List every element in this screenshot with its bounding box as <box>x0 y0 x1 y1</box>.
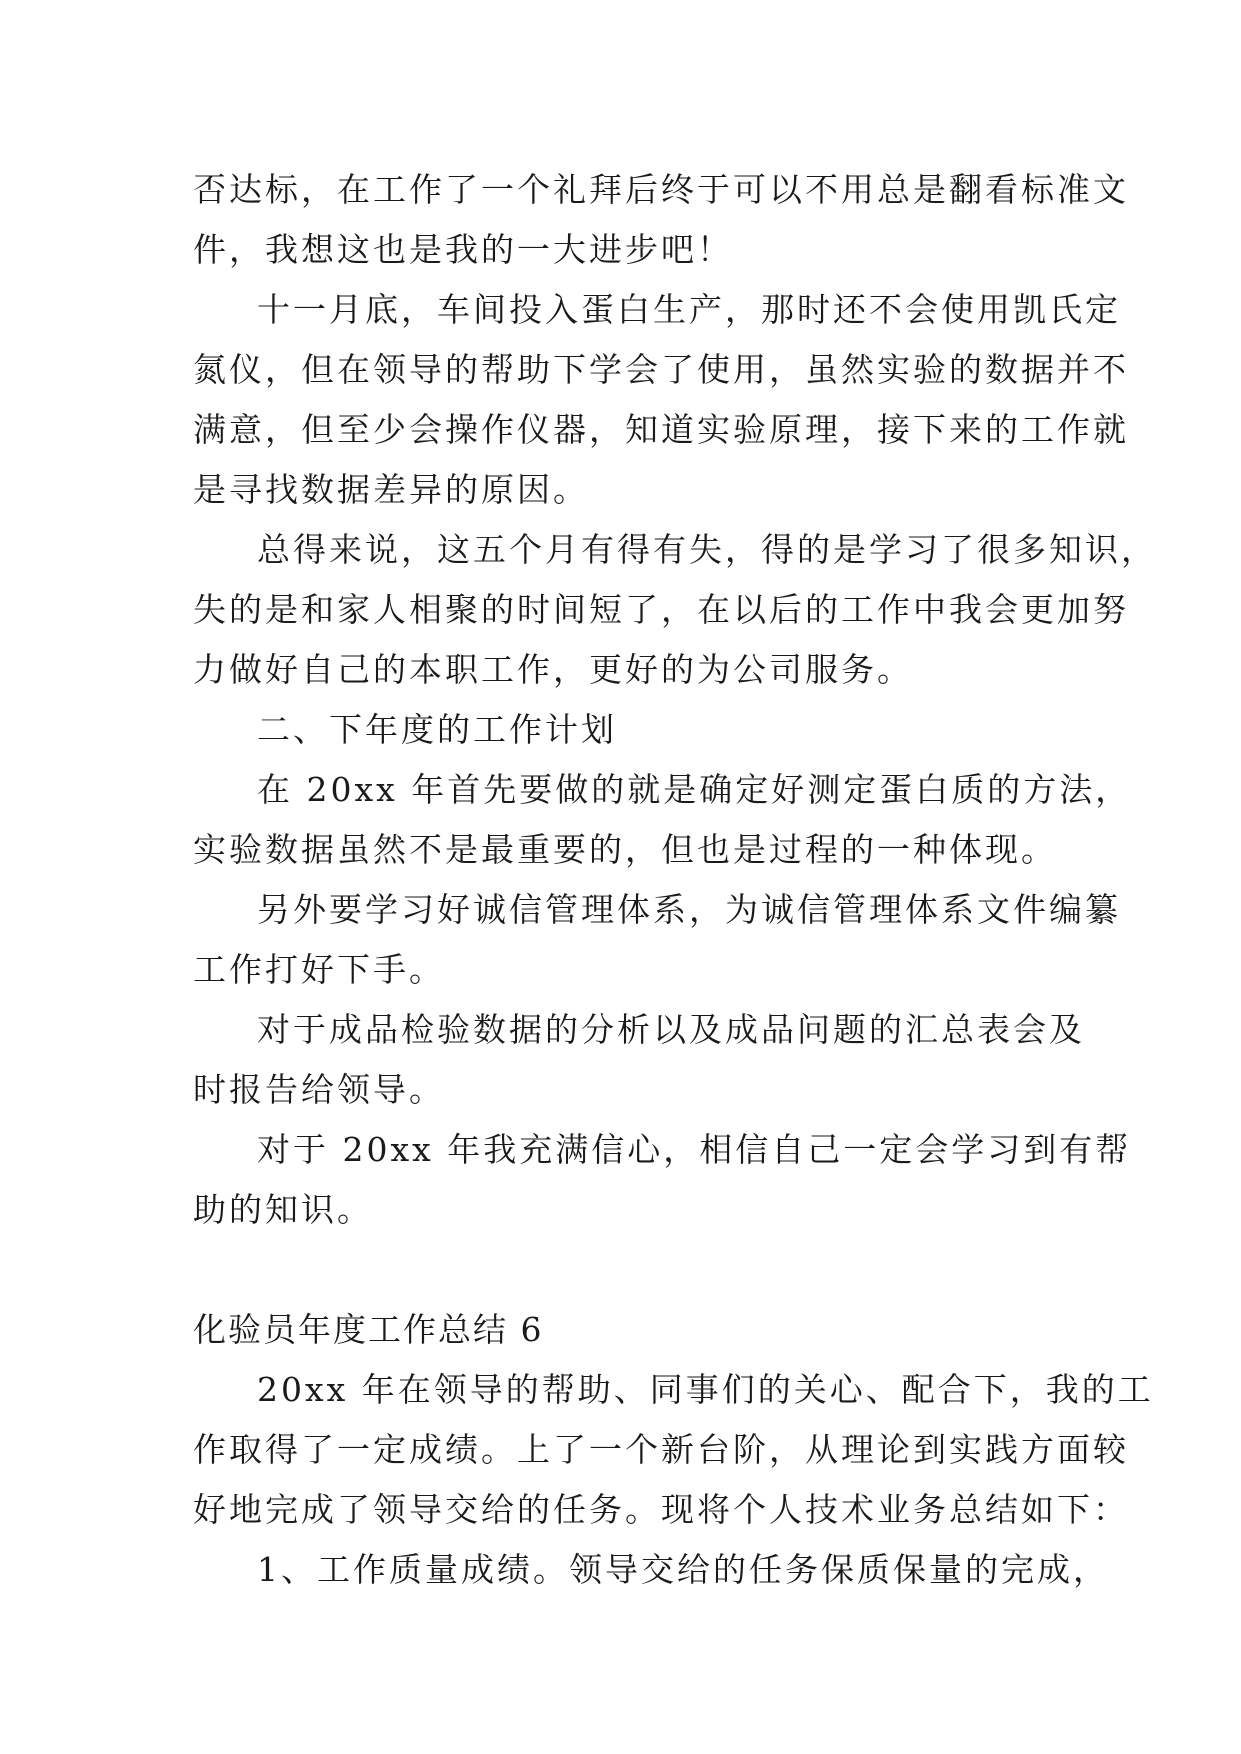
paragraph-line: 时报告给领导。 <box>193 1070 445 1109</box>
paragraph-line: 氮仪，但在领导的帮助下学会了使用，虽然实验的数据并不 <box>193 350 1129 389</box>
paragraph-line: 对于 20xx 年我充满信心，相信自己一定会学习到有帮 <box>257 1130 1132 1169</box>
paragraph-line: 1、工作质量成绩。领导交给的任务保质保量的完成， <box>257 1550 1109 1589</box>
paragraph-line: 在 20xx 年首先要做的就是确定好测定蛋白质的方法， <box>257 770 1132 809</box>
paragraph-line: 力做好自己的本职工作，更好的为公司服务。 <box>193 650 913 689</box>
paragraph-line: 另外要学习好诚信管理体系，为诚信管理体系文件编纂 <box>257 890 1121 929</box>
paragraph-line: 工作打好下手。 <box>193 950 445 989</box>
section-title: 化验员年度工作总结 6 <box>193 1310 544 1349</box>
subheading: 二、下年度的工作计划 <box>257 710 617 749</box>
paragraph-line: 作取得了一定成绩。上了一个新台阶，从理论到实践方面较 <box>193 1430 1129 1469</box>
paragraph-line: 好地完成了领导交给的任务。现将个人技术业务总结如下： <box>193 1490 1129 1529</box>
paragraph-line: 实验数据虽然不是最重要的，但也是过程的一种体现。 <box>193 830 1057 869</box>
paragraph-line: 对于成品检验数据的分析以及成品问题的汇总表会及 <box>257 1010 1085 1049</box>
paragraph-line: 满意，但至少会操作仪器，知道实验原理，接下来的工作就 <box>193 410 1129 449</box>
paragraph-line: 件，我想这也是我的一大进步吧！ <box>193 230 733 269</box>
paragraph-line: 助的知识。 <box>193 1190 373 1229</box>
section-spacer <box>193 1240 1053 1300</box>
document-page <box>193 160 1157 1600</box>
paragraph-line: 20xx 年在领导的帮助、同事们的关心、配合下，我的工 <box>257 1370 1154 1409</box>
paragraph-line: 十一月底，车间投入蛋白生产，那时还不会使用凯氏定 <box>257 290 1121 329</box>
paragraph-line: 否达标，在工作了一个礼拜后终于可以不用总是翻看标准文 <box>193 170 1129 209</box>
paragraph-line: 是寻找数据差异的原因。 <box>193 470 589 509</box>
paragraph-line: 总得来说，这五个月有得有失，得的是学习了很多知识， <box>257 530 1157 569</box>
paragraph-line: 失的是和家人相聚的时间短了，在以后的工作中我会更加努 <box>193 590 1129 629</box>
